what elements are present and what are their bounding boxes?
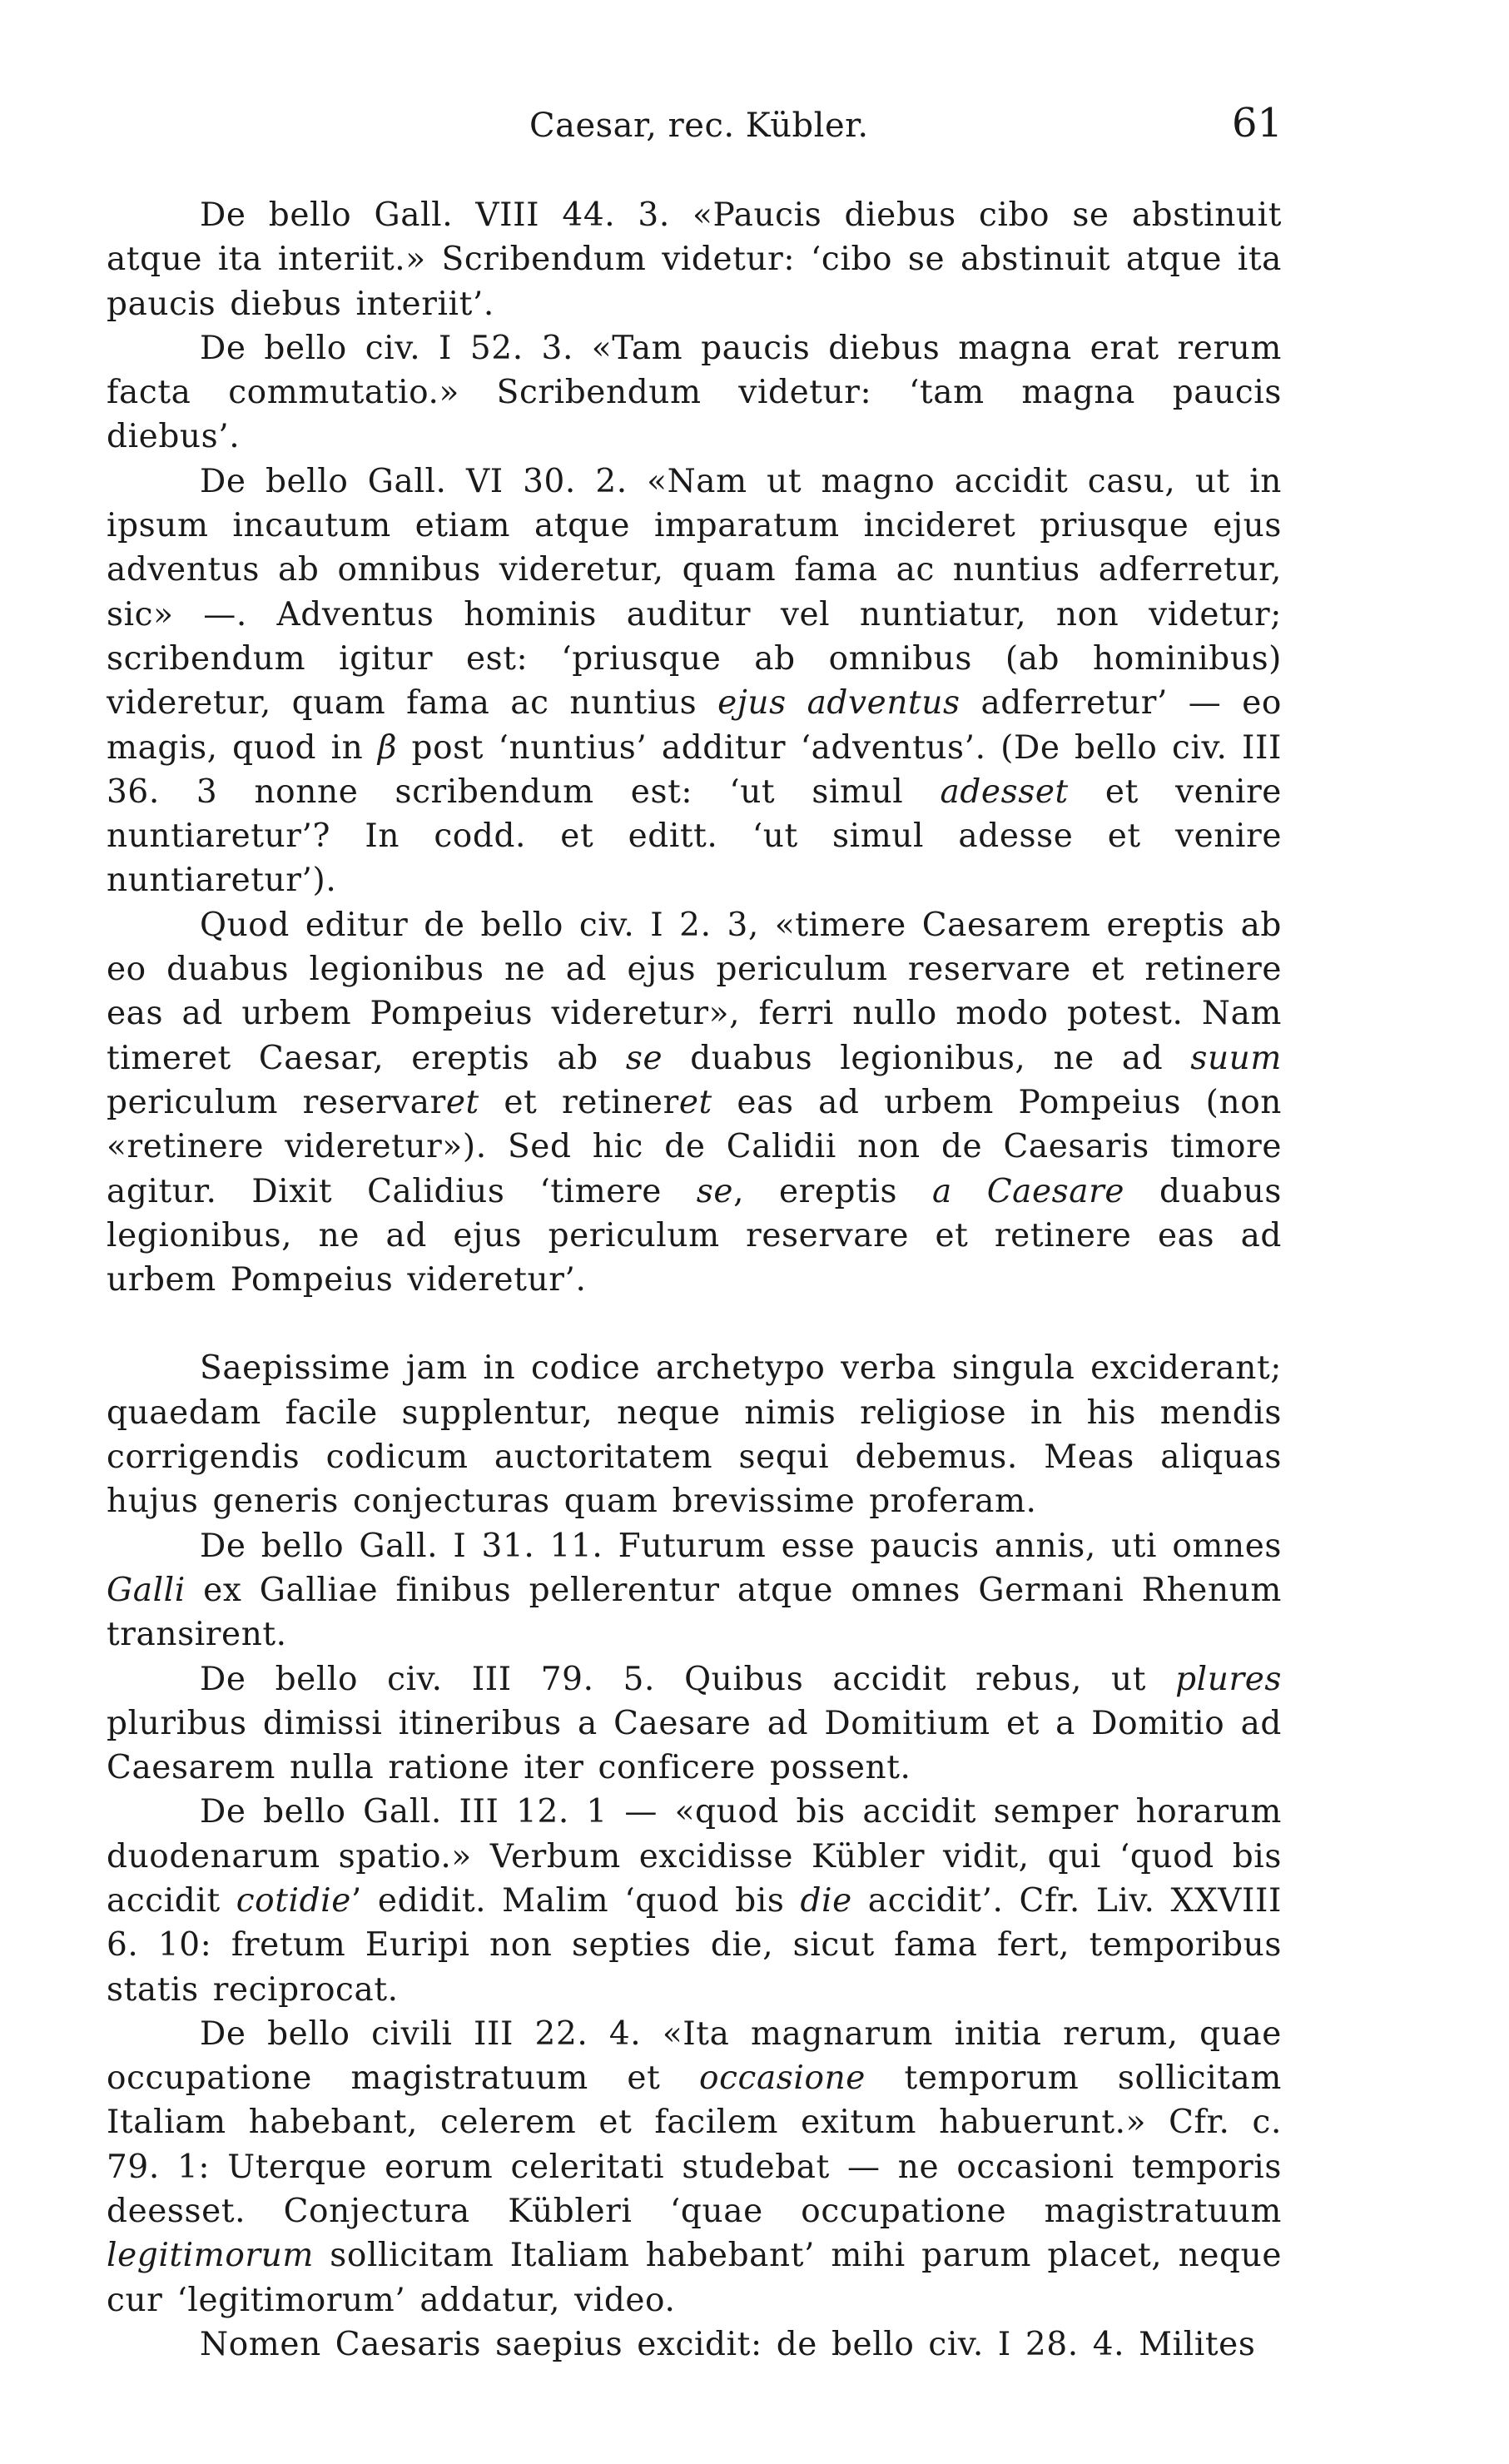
italic-text: adesset (940, 772, 1069, 811)
running-head: Caesar, rec. Kübler. (529, 107, 869, 145)
page-header (0, 98, 1509, 156)
main-text (107, 193, 1282, 2367)
italic-text: Galli (107, 1571, 186, 1609)
italic-text: se (696, 1172, 734, 1210)
italic-text: occasione (698, 2059, 866, 2098)
paragraph-9: De bello civili III 22. 4. «Ita magnarum initia rerum, quae occupatione magistratuum et occasione temporum sollicitam Italiam habebant, celerem et facilem exitum habuerunt.» Cfr. c. 79. 1: Uterque eorum celeritati studebat — ne occasioni temporis deesset. Conjectura Kübleri ‘quae occupatione magistratuum legitimorum sollicitam Italiam habebant’ mihi parum placet, neque cur ‘legitimorum’ addatur, video. (107, 2014, 1282, 2319)
italic-text: cotidie (236, 1881, 351, 1920)
paragraph-5: Saepissime jam in codice archetypo verba singula exciderant; quaedam facile supplentur, neque nimis religiose in his mendis corrigendis codicum auctoritatem sequi debemus. Meas aliquas hujus generis conjecturas quam brevissime proferam. (107, 1349, 1282, 1521)
paragraph-10: Nomen Caesaris saepius excidit: de bello civ. I 28. 4. Milites (200, 2325, 1256, 2363)
paragraph-4: Quod editur de bello civ. I 2. 3, «timere Caesarem ereptis ab eo duabus legionibus ne ad ejus periculum reservare et retinere eas ad urbem Pompeius videretur», ferri nullo modo potest. Nam timeret Caesar, ereptis ab se duabus legionibus, ne ad suum periculum reservaret et retineret eas ad urbem Pompeius (non «retinere videretur»). Sed hic de Calidii non de Caesaris timore agitur. Dixit Calidius ‘timere se, ereptis a Caesare duabus legionibus, ne ad ejus periculum reservare et retinere eas ad urbem Pompeius videretur’. (107, 906, 1283, 1299)
italic-text: die (800, 1881, 852, 1920)
italic-text: et (678, 1083, 712, 1121)
italic-text: a Caesare (931, 1172, 1125, 1210)
italic-text: suum (1190, 1039, 1282, 1077)
paragraph-3: De bello Gall. VI 30. 2. «Nam ut magno accidit casu, ut in ipsum incautum etiam atque imparatum incideret priusque ejus adventus ab omnibus videretur, quam fama ac nuntius adferretur, sic» —. Adventus hominis auditur vel nuntiatur, non videtur; scribendum igitur est: ‘priusque ab omnibus (ab hominibus) videretur, quam fama ac nuntius ejus adventus adferretur’ — eo magis, quod in β post ‘nuntius’ additur ‘adventus’. (De bello civ. III 36. 3 nonne scribendum est: ‘ut simul adesset et venire nuntiaretur’? In codd. et editt. ‘ut simul adesse et venire nuntiaretur’). (107, 462, 1282, 900)
italic-text: et (445, 1083, 479, 1121)
paragraph-1: De bello Gall. VIII 44. 3. «Paucis diebus cibo se abstinuit atque ita interiit.» Scribendum videtur: ‘cibo se abstinuit atque ita paucis diebus interiit’. (107, 196, 1282, 323)
paragraph-2: De bello civ. I 52. 3. «Tam paucis diebus magna erat rerum facta commutatio.» Scribendum videtur: ‘tam magna paucis diebus’. (107, 329, 1282, 456)
paragraph-6: De bello Gall. I 31. 11. Futurum esse paucis annis, uti omnes Galli ex Galliae finibus pellerentur atque omnes Germani Rhenum transirent. (107, 1527, 1282, 1654)
paragraph-7: De bello civ. III 79. 5. Quibus accidit rebus, ut plures pluribus dimissi itineribus a Caesare ad Domitium et a Domitio ad Caesarem nulla ratione iter conficere possent. (107, 1660, 1282, 1787)
italic-text: se (625, 1039, 663, 1077)
paragraph-8: De bello Gall. III 12. 1 — «quod bis accidit semper horarum duodenarum spatio.» Verbum excidisse Kübler vidit, qui ‘quod bis accidit cotidie’ edidit. Malim ‘quod bis die accidit’. Cfr. Liv. XXVIII 6. 10: fretum Euripi non septies die, sicut fama fert, temporibus statis reciprocat. (107, 1793, 1283, 2009)
italic-text: β (377, 728, 398, 767)
italic-text: ejus adventus (717, 684, 960, 723)
italic-text: plures (1175, 1660, 1282, 1698)
italic-text: legitimorum (107, 2237, 314, 2275)
page-number: 61 (1232, 100, 1283, 147)
